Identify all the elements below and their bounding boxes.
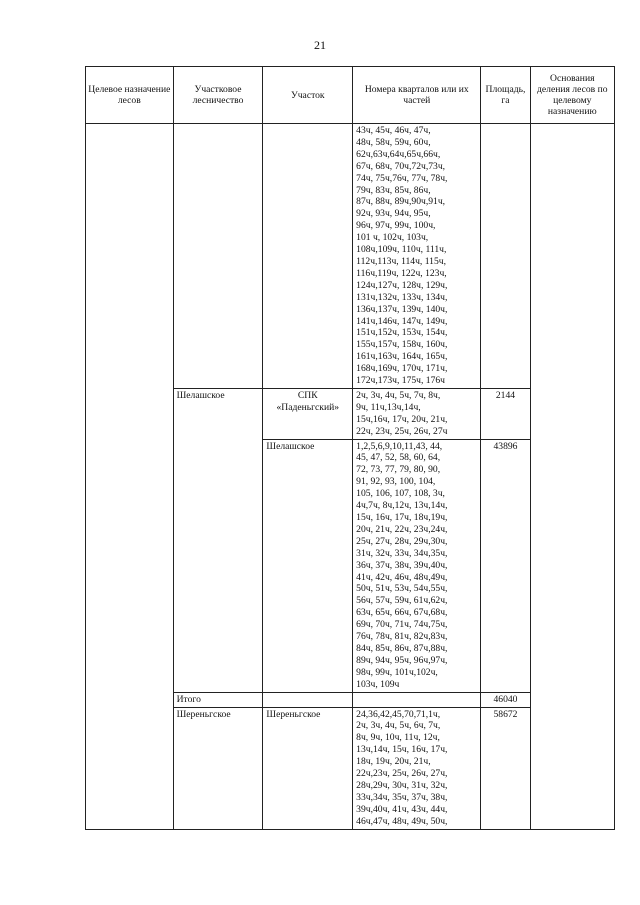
cell-area bbox=[481, 124, 530, 389]
header-quarters: Номера кварталов или их частей bbox=[353, 67, 481, 124]
header-area: Площадь, га bbox=[481, 67, 530, 124]
cell-section: СПК «Паденьгский» bbox=[263, 388, 353, 439]
header-section: Участок bbox=[263, 67, 353, 124]
header-forestry: Участковое лесничество bbox=[173, 67, 263, 124]
cell-quarters: 1,2,5,6,9,10,11,43, 44, 45, 47, 52, 58, 60, 64, 72, 73, 77, 79, 80, 90, 91, 92, 93, 100, 104, 105, 106, 107, 108, 3ч, 4ч,7ч, 8ч,12ч, 13ч,14ч, 15ч, 16ч, 17ч, 18ч,19ч, 20ч, 21ч, 22ч, 23ч,24ч, 25ч, 27ч, 28ч, 29ч,30ч, 31ч, 32ч, 33ч, 34ч,35ч, 36ч, 37ч, 38ч, 39ч,40ч, 41ч, 42ч, 46ч, 48ч,49ч, 50ч, 51ч, 53ч, 54ч,55ч, 56ч, 57ч, 59ч, 61ч,62ч, 63ч, 65ч, 66ч, 67ч,68ч, 69ч, 70ч, 71ч, 74ч,75ч, 76ч, 78ч, 81ч, 82ч,83ч, 84ч, 85ч, 86ч, 87ч,88ч, 89ч, 94ч, 95ч, 96ч,97ч, 98ч, 99ч, 101ч,102ч, 103ч, 109ч bbox=[353, 439, 481, 692]
forest-purpose-table bbox=[85, 66, 615, 830]
cell-section bbox=[263, 692, 353, 707]
cell-total-label: Итого bbox=[173, 692, 263, 707]
cell-area: 43896 bbox=[481, 439, 530, 692]
cell-area: 2144 bbox=[481, 388, 530, 439]
cell-purpose bbox=[86, 124, 174, 830]
cell-quarters: 2ч, 3ч, 4ч, 5ч, 7ч, 8ч, 9ч, 11ч,13ч,14ч, 15ч,16ч, 17ч, 20ч, 21ч, 22ч, 23ч, 25ч, 26ч, 27ч bbox=[353, 388, 481, 439]
cell-quarters bbox=[353, 692, 481, 707]
page-number: 21 bbox=[314, 38, 326, 52]
header-purpose: Целевое назначение лесов bbox=[86, 67, 174, 124]
cell-basis bbox=[530, 124, 614, 830]
cell-forestry: Шелашское bbox=[173, 388, 263, 692]
cell-section bbox=[263, 124, 353, 389]
table-row bbox=[86, 124, 615, 389]
cell-forestry bbox=[173, 124, 263, 389]
cell-quarters: 24,36,42,45,70,71,1ч, 2ч, 3ч, 4ч, 5ч, 6ч, 7ч, 8ч, 9ч, 10ч, 11ч, 12ч, 13ч,14ч, 15ч, 16ч, 17ч, 18ч, 19ч, 20ч, 21ч, 22ч,23ч, 25ч, 26ч, 27ч, 28ч,29ч, 30ч, 31ч, 32ч, 33ч,34ч, 35ч, 37ч, 38ч, 39ч,40ч, 41ч, 43ч, 44ч, 46ч,47ч, 48ч, 49ч, 50ч, bbox=[353, 707, 481, 829]
cell-area: 58672 bbox=[481, 707, 530, 829]
cell-quarters: 43ч, 45ч, 46ч, 47ч, 48ч, 58ч, 59ч, 60ч, 62ч,63ч,64ч,65ч,66ч, 67ч, 68ч, 70ч,72ч,73ч, 74ч, 75ч,76ч, 77ч, 78ч, 79ч, 83ч, 85ч, 86ч, 87ч, 88ч, 89ч,90ч,91ч, 92ч, 93ч, 94ч, 95ч, 96ч, 97ч, 99ч, 100ч, 101 ч, 102ч, 103ч, 108ч,109ч, 110ч, 111ч, 112ч,113ч, 114ч, 115ч, 116ч,119ч, 122ч, 123ч, 124ч,127ч, 128ч, 129ч, 131ч,132ч, 133ч, 134ч, 136ч,137ч, 139ч, 140ч, 141ч,146ч, 147ч, 149ч, 151ч,152ч, 153ч, 154ч, 155ч,157ч, 158ч, 160ч, 161ч,163ч, 164ч, 165ч, 168ч,169ч, 170ч, 171ч, 172ч,173ч, 175ч, 176ч bbox=[353, 124, 481, 389]
cell-total-area: 46040 bbox=[481, 692, 530, 707]
cell-section: Шелашское bbox=[263, 439, 353, 692]
header-basis: Основания деления лесов по целевому назначению bbox=[530, 67, 614, 124]
cell-forestry: Шереньгское bbox=[173, 707, 263, 829]
cell-section: Шереньгское bbox=[263, 707, 353, 829]
table-header-row bbox=[86, 67, 615, 124]
